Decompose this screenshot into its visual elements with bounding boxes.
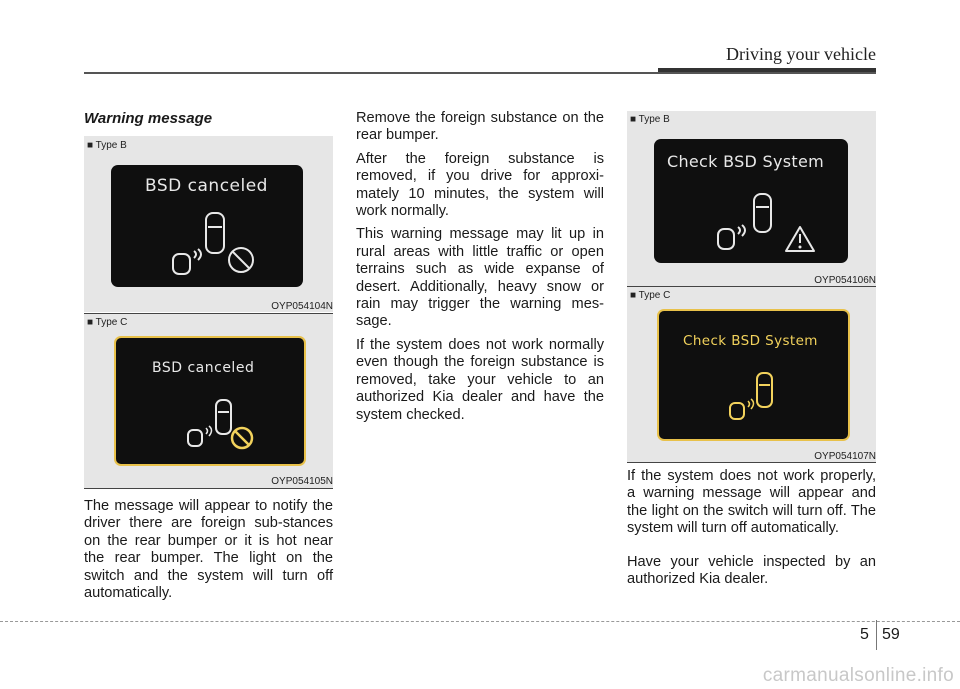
bsd-warning-icon	[654, 139, 848, 263]
figure-divider	[84, 488, 333, 489]
screen-message: BSD canceled	[152, 360, 255, 376]
figure-code: OYP054106N	[814, 275, 876, 286]
screen-message: Check BSD System	[683, 333, 818, 349]
figure-label: ■ Type B	[630, 114, 670, 125]
figure-label: ■ Type C	[87, 317, 128, 328]
section-title: Warning message	[84, 110, 213, 127]
bsd-canceled-icon	[111, 165, 303, 287]
chapter-number: 5	[860, 626, 869, 643]
paragraph: The message will appear to notify the driver there are foreign sub-stances on the rear bumper or it is hot near the rear bumper. The light on the switch and the system will turn off automatically.	[84, 498, 333, 602]
column-1-text	[84, 498, 333, 608]
paragraph: If the system does not work properly, a warning message will appear and the light on the switch will turn off. The system will turn off automatically.	[627, 468, 876, 537]
figure-divider	[627, 462, 876, 463]
figure-label: ■ Type B	[87, 140, 127, 151]
screen-message: Check BSD System	[667, 152, 825, 171]
paragraph: This warning message may lit up in rural areas with little traffic or open terrains such as wide expanse of desert. Additionally, heavy snow or rain may trigger the warning mes-sage.	[356, 226, 604, 330]
header-title: Driving your vehicle	[726, 44, 876, 64]
watermark: carmanualsonline.info	[762, 665, 954, 686]
footer-dashed-rule	[0, 621, 960, 622]
paragraph: Remove the foreign substance on the rear bumper.	[356, 110, 604, 144]
cluster-screen	[654, 139, 848, 263]
figure-code: OYP054107N	[814, 451, 876, 462]
figure-label: ■ Type C	[630, 290, 671, 301]
figure-code: OYP054104N	[271, 301, 333, 312]
figure-type-b-bsd-canceled	[84, 136, 333, 312]
figure-code: OYP054105N	[271, 476, 333, 487]
bsd-warning-icon	[659, 311, 848, 439]
screen-message: BSD canceled	[145, 176, 268, 196]
page-number: 59	[882, 626, 900, 643]
page-number-separator	[876, 620, 877, 650]
column-3-text	[627, 468, 876, 594]
cluster-screen	[114, 336, 306, 466]
bsd-canceled-icon	[116, 338, 304, 464]
cluster-screen	[111, 165, 303, 287]
paragraph: After the foreign substance is removed, if you drive for approxi-mately 10 minutes, the system will work normally.	[356, 150, 604, 220]
figure-type-b-check-bsd-system	[627, 111, 876, 286]
paragraph: If the system does not work normally even though the foreign substance is removed, take your vehicle to an authorized Kia dealer and have the system checked.	[356, 336, 604, 423]
figure-type-c-bsd-canceled	[84, 314, 333, 488]
cluster-screen	[657, 309, 850, 441]
column-2-text	[356, 110, 604, 430]
figure-type-c-check-bsd-system	[627, 287, 876, 462]
header-rule-thin	[84, 72, 876, 74]
paragraph: Have your vehicle inspected by an authorized Kia dealer.	[627, 553, 876, 588]
